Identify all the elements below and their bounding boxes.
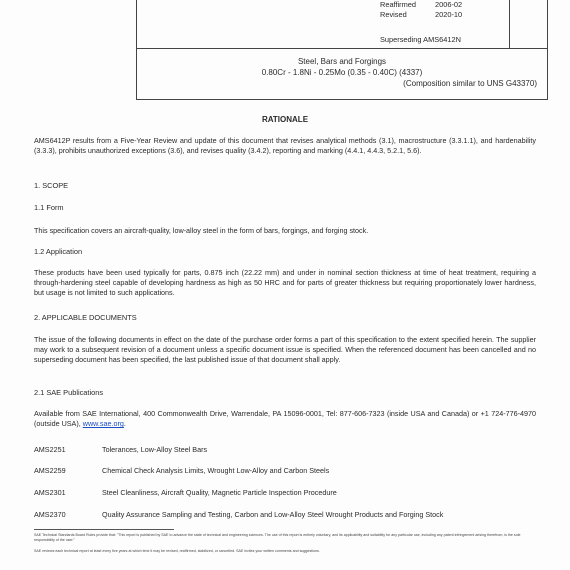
scope-heading: 1. SCOPE: [34, 181, 69, 190]
reference-code: AMS2251: [34, 445, 66, 454]
applicable-documents-text: The issue of the following documents in effect on the date of the purchase order forms a part of this specification to the extent specified herein. The supplier may work to a subsequent revision of a document unless a specific document issue is specified. When the referenced document has been cancelled and no superseding document has been specified, the last published issue of that document shall apply.: [34, 335, 536, 364]
reference-title: Steel Cleanliness, Aircraft Quality, Magnetic Particle Inspection Procedure: [102, 488, 337, 497]
sae-address: Available from SAE International, 400 Commonwealth Drive, Warrendale, PA 15096-0001, Tel: 877-606-7323 (inside USA and Canada) or +1 724-776-4970 (outside USA),: [34, 409, 536, 428]
revision-info: [380, 0, 462, 20]
reference-code: AMS2301: [34, 488, 66, 497]
rationale-heading: RATIONALE: [261, 115, 309, 124]
revised-date: 2020-10: [435, 10, 463, 19]
reference-code: AMS2259: [34, 466, 66, 475]
footer-divider: [34, 529, 174, 530]
sae-website-link[interactable]: www.sae.org: [82, 419, 124, 428]
reaffirmed-date: 2006-02: [435, 0, 463, 9]
application-text: These products have been used typically for parts, 0.875 inch (22.22 mm) and under in nominal section thickness at time of heat treatment, requiring a through-hardening steel capable of developing hardness as high as 50 HRC and for parts of greater thickness but requiring proportionately lower hardness, but usage is not limited to such applications.: [34, 268, 536, 297]
reference-row: [34, 488, 337, 497]
header-divider: [509, 0, 510, 48]
reaffirmed-row: [380, 0, 462, 10]
footer-disclaimer: SAE Technical Standards Board Rules provide that: "This report is published by SAE to advance the state of technical and engineering sciences. The use of this report is entirely voluntary, and its applicability and suitability for any particular use, including any patent infringement arising therefrom, is the sole responsibility of the user.": [34, 533, 521, 542]
reference-title: Quality Assurance Sampling and Testing, Carbon and Low-Alloy Steel Wrought Products and Forging Stock: [102, 510, 444, 519]
application-heading: 1.2 Application: [34, 247, 83, 256]
header-box: [136, 0, 548, 49]
revised-row: [380, 10, 462, 20]
uns-note: (Composition similar to UNS G43370): [403, 79, 537, 88]
sae-publications-heading: 2.1 SAE Publications: [34, 388, 104, 397]
footer-review-note: SAE reviews each technical report at least every five years at which time it may be revised, reaffirmed, stabilized, or cancelled. SAE invites your written comments and suggestions.: [34, 549, 320, 553]
reference-title: Tolerances, Low-Alloy Steel Bars: [102, 445, 208, 454]
reference-row: [34, 510, 443, 519]
form-text: This specification covers an aircraft-quality, low-alloy steel in the form of bars, forgings, and forging stock.: [34, 226, 369, 235]
title-box: [136, 48, 548, 100]
reaffirmed-label: Reaffirmed: [380, 0, 417, 9]
reference-title: Chemical Check Analysis Limits, Wrought Low-Alloy and Carbon Steels: [102, 466, 330, 475]
document-title: Steel, Bars and Forgings: [297, 57, 387, 66]
form-heading: 1.1 Form: [34, 203, 64, 212]
reference-row: [34, 445, 207, 454]
composition-line: 0.80Cr - 1.8Ni - 0.25Mo (0.35 - 0.40C) (4337): [261, 68, 423, 77]
reference-code: AMS2370: [34, 510, 66, 519]
sae-availability-text: [34, 409, 536, 429]
revised-label: Revised: [380, 10, 407, 19]
reference-row: [34, 466, 329, 475]
applicable-documents-heading: 2. APPLICABLE DOCUMENTS: [34, 313, 137, 322]
sae-period: .: [123, 419, 126, 428]
superseding-note: Superseding AMS6412N: [380, 35, 461, 44]
rationale-text: AMS6412P results from a Five-Year Review and update of this document that revises analytical methods (3.1), macrostructure (3.3.1.1), and hardenability (3.3.3), prohibits unauthorized exceptions (3.6), and revises quality (3.4.2), reporting and marking (4.4.1, 4.4.3, 5.2.1, 5.6).: [34, 136, 536, 155]
